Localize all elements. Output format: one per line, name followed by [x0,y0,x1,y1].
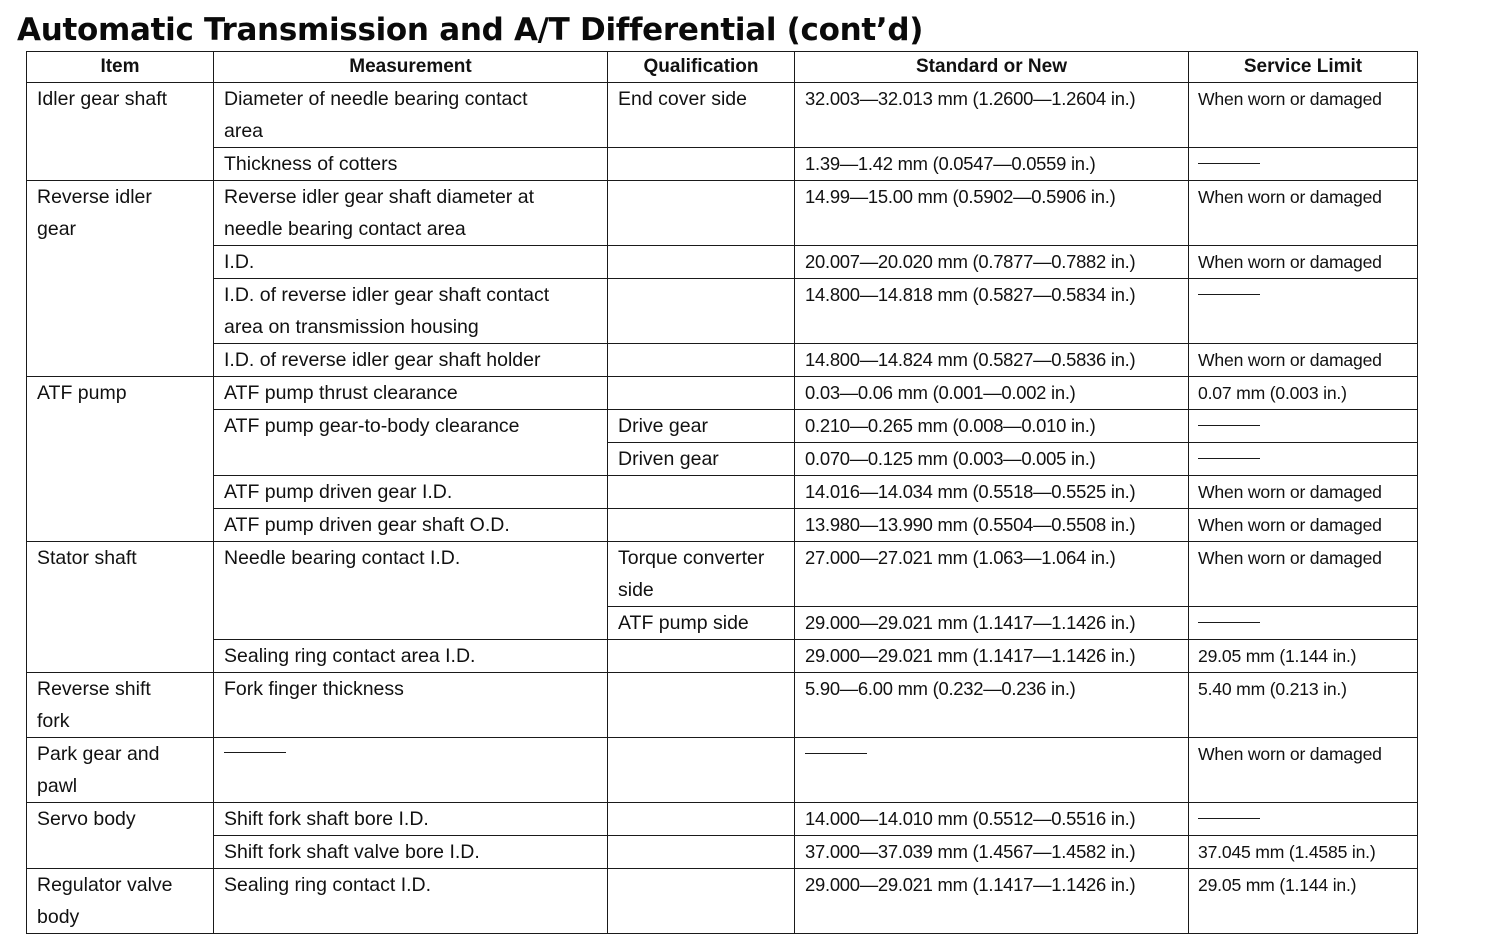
standard-cell [795,509,1189,542]
service-limit-cell [1189,279,1418,344]
measurement-cell [214,148,608,181]
measurement-cell [214,509,608,542]
service-limit-cell [1189,836,1418,869]
service-limit-cell [1189,607,1418,640]
measurement-cell [214,83,608,148]
item-cell-text: Reverse idler [37,186,152,208]
qualification-cell-text: Drive gear [618,415,708,437]
standard-cell [795,476,1189,509]
item-cell-text: Park gear and [37,743,160,765]
dash-placeholder [1198,622,1260,623]
standard-cell-text: 0.03—0.06 mm (0.001—0.002 in.) [805,382,1076,403]
standard-cell [795,83,1189,148]
header-standard: Standard or New [795,52,1189,83]
measurement-cell-text: Needle bearing contact I.D. [224,547,461,569]
standard-cell [795,344,1189,377]
header-item: Item [27,52,214,83]
measurement-cell [214,803,608,836]
table-row [27,83,1418,148]
table-row [27,181,1418,246]
table-row [27,836,1418,869]
standard-cell-text: 14.99—15.00 mm (0.5902—0.5906 in.) [805,186,1116,207]
table-row [27,509,1418,542]
measurement-cell [214,640,608,673]
dash-placeholder [1198,163,1260,164]
measurement-cell-text: Sealing ring contact I.D. [224,874,432,896]
item-cell-text: body [37,906,80,928]
standard-cell-text: 29.000—29.021 mm (1.1417—1.1426 in.) [805,612,1136,633]
measurement-cell [214,869,608,934]
standard-cell-text: 13.980—13.990 mm (0.5504—0.5508 in.) [805,514,1136,535]
standard-cell [795,607,1189,640]
standard-cell [795,836,1189,869]
measurement-cell-text: Thickness of cotters [224,153,398,175]
measurement-cell-text: ATF pump gear-to-body clearance [224,415,520,437]
measurement-cell [214,738,608,803]
standard-cell [795,443,1189,476]
standard-cell-text: 14.800—14.824 mm (0.5827—0.5836 in.) [805,349,1136,370]
service-limit-cell-text: 29.05 mm (1.144 in.) [1198,875,1357,895]
table-row [27,148,1418,181]
header-measurement: Measurement [214,52,608,83]
qualification-cell [608,181,795,246]
measurement-cell [214,673,608,738]
measurement-cell-text: Sealing ring contact area I.D. [224,645,476,667]
item-cell [27,542,214,673]
standard-cell [795,640,1189,673]
qualification-cell [608,869,795,934]
item-cell [27,803,214,869]
standard-cell [795,738,1189,803]
item-cell-text: gear [37,218,77,240]
header-service-limit: Service Limit [1189,52,1418,83]
measurement-cell [214,344,608,377]
service-limit-cell-text: When worn or damaged [1198,89,1382,109]
service-limit-cell-text: 5.40 mm (0.213 in.) [1198,679,1347,699]
table-row [27,869,1418,934]
table-row [27,279,1418,344]
standard-cell [795,542,1189,607]
table-row [27,476,1418,509]
item-cell-text: Regulator valve [37,874,173,896]
service-limit-cell [1189,509,1418,542]
table-row [27,377,1418,410]
measurement-cell-text: Diameter of needle bearing contact [224,88,528,110]
service-limit-cell [1189,869,1418,934]
service-limit-cell [1189,181,1418,246]
qualification-cell [608,542,795,607]
service-limit-cell-text: When worn or damaged [1198,187,1382,207]
header-qualification: Qualification [608,52,795,83]
item-cell [27,83,214,181]
measurement-cell [214,836,608,869]
item-cell-text: Stator shaft [37,547,137,569]
service-limit-cell [1189,476,1418,509]
dash-placeholder [1198,458,1260,459]
measurement-cell-text: ATF pump thrust clearance [224,382,458,404]
qualification-cell [608,803,795,836]
qualification-cell [608,509,795,542]
standard-cell [795,148,1189,181]
standard-cell [795,181,1189,246]
measurement-cell-text: area on transmission housing [224,316,479,338]
service-limit-cell-text: When worn or damaged [1198,482,1382,502]
standard-cell [795,803,1189,836]
qualification-cell-text: Driven gear [618,448,719,470]
measurement-cell-text: area [224,120,264,142]
standard-cell-text: 0.070—0.125 mm (0.003—0.005 in.) [805,448,1096,469]
standard-cell [795,279,1189,344]
item-cell [27,673,214,738]
qualification-cell [608,443,795,476]
standard-cell-text: 14.016—14.034 mm (0.5518—0.5525 in.) [805,481,1136,502]
measurement-cell [214,279,608,344]
service-limit-cell [1189,673,1418,738]
dash-placeholder [1198,818,1260,819]
service-limit-cell-text: When worn or damaged [1198,548,1382,568]
service-limit-cell [1189,377,1418,410]
table-row [27,673,1418,738]
dash-placeholder [1198,294,1260,295]
service-limit-cell [1189,803,1418,836]
qualification-cell-text: Torque converter [618,547,765,569]
standard-cell-text: 29.000—29.021 mm (1.1417—1.1426 in.) [805,874,1136,895]
qualification-cell [608,738,795,803]
measurement-cell [214,181,608,246]
item-cell-text: Reverse shift [37,678,151,700]
table-row [27,542,1418,607]
service-limit-cell [1189,443,1418,476]
qualification-cell [608,246,795,279]
service-limit-cell [1189,83,1418,148]
qualification-cell [608,836,795,869]
measurement-cell-text: ATF pump driven gear shaft O.D. [224,514,510,536]
item-cell-text: pawl [37,775,78,797]
service-limit-cell-text: 37.045 mm (1.4585 in.) [1198,842,1376,862]
standard-cell-text: 32.003—32.013 mm (1.2600—1.2604 in.) [805,88,1136,109]
measurement-cell [214,542,608,640]
service-limit-cell-text: When worn or damaged [1198,252,1382,272]
standard-cell [795,246,1189,279]
measurement-cell-text: Fork finger thickness [224,678,404,700]
qualification-cell-text: side [618,579,654,601]
service-limit-cell [1189,542,1418,607]
item-cell-text: Servo body [37,808,136,830]
measurement-cell-text: I.D. [224,251,255,273]
standard-cell-text: 29.000—29.021 mm (1.1417—1.1426 in.) [805,645,1136,666]
table-row [27,344,1418,377]
page-title: Automatic Transmission and A/T Differential (cont’d) [17,12,924,48]
service-limit-cell [1189,410,1418,443]
service-limit-cell-text: When worn or damaged [1198,350,1382,370]
service-limit-cell-text: 0.07 mm (0.003 in.) [1198,383,1347,403]
service-limit-cell [1189,344,1418,377]
qualification-cell [608,607,795,640]
service-limit-cell [1189,246,1418,279]
table-row [27,640,1418,673]
measurement-cell-text: Shift fork shaft valve bore I.D. [224,841,480,863]
table-row [27,803,1418,836]
qualification-cell [608,673,795,738]
item-cell [27,869,214,934]
standard-cell-text: 14.800—14.818 mm (0.5827—0.5834 in.) [805,284,1136,305]
item-cell [27,738,214,803]
service-limit-cell [1189,148,1418,181]
standard-cell-text: 37.000—37.039 mm (1.4567—1.4582 in.) [805,841,1136,862]
measurement-cell-text: I.D. of reverse idler gear shaft contact [224,284,550,306]
table-row [27,246,1418,279]
service-limit-cell-text: 29.05 mm (1.144 in.) [1198,646,1357,666]
dash-placeholder [1198,425,1260,426]
standard-cell-text: 5.90—6.00 mm (0.232—0.236 in.) [805,678,1076,699]
qualification-cell-text: ATF pump side [618,612,749,634]
specification-table [26,51,1418,934]
table-body [27,83,1418,934]
table-header-row [27,52,1418,83]
dash-placeholder [224,752,286,753]
standard-cell-text: 27.000—27.021 mm (1.063—1.064 in.) [805,547,1116,568]
measurement-cell [214,377,608,410]
qualification-cell [608,476,795,509]
qualification-cell [608,279,795,344]
service-limit-cell-text: When worn or damaged [1198,515,1382,535]
qualification-cell [608,148,795,181]
standard-cell [795,869,1189,934]
standard-cell [795,673,1189,738]
standard-cell-text: 14.000—14.010 mm (0.5512—0.5516 in.) [805,808,1136,829]
measurement-cell-text: Shift fork shaft bore I.D. [224,808,429,830]
measurement-cell-text: ATF pump driven gear I.D. [224,481,453,503]
service-limit-cell-text: When worn or damaged [1198,744,1382,764]
service-limit-cell [1189,640,1418,673]
standard-cell-text: 20.007—20.020 mm (0.7877—0.7882 in.) [805,251,1136,272]
qualification-cell [608,83,795,148]
measurement-cell [214,476,608,509]
measurement-cell-text: needle bearing contact area [224,218,466,240]
table-row [27,738,1418,803]
standard-cell [795,377,1189,410]
measurement-cell [214,410,608,476]
item-cell-text: fork [37,710,70,732]
standard-cell [795,410,1189,443]
measurement-cell-text: I.D. of reverse idler gear shaft holder [224,349,541,371]
standard-cell-text: 1.39—1.42 mm (0.0547—0.0559 in.) [805,153,1096,174]
item-cell-text: Idler gear shaft [37,88,168,110]
dash-placeholder [805,753,867,754]
qualification-cell [608,410,795,443]
qualification-cell-text: End cover side [618,88,747,110]
qualification-cell [608,640,795,673]
qualification-cell [608,344,795,377]
standard-cell-text: 0.210—0.265 mm (0.008—0.010 in.) [805,415,1096,436]
item-cell-text: ATF pump [37,382,127,404]
service-limit-cell [1189,738,1418,803]
table-row [27,410,1418,443]
measurement-cell [214,246,608,279]
item-cell [27,181,214,377]
item-cell [27,377,214,542]
measurement-cell-text: Reverse idler gear shaft diameter at [224,186,534,208]
qualification-cell [608,377,795,410]
